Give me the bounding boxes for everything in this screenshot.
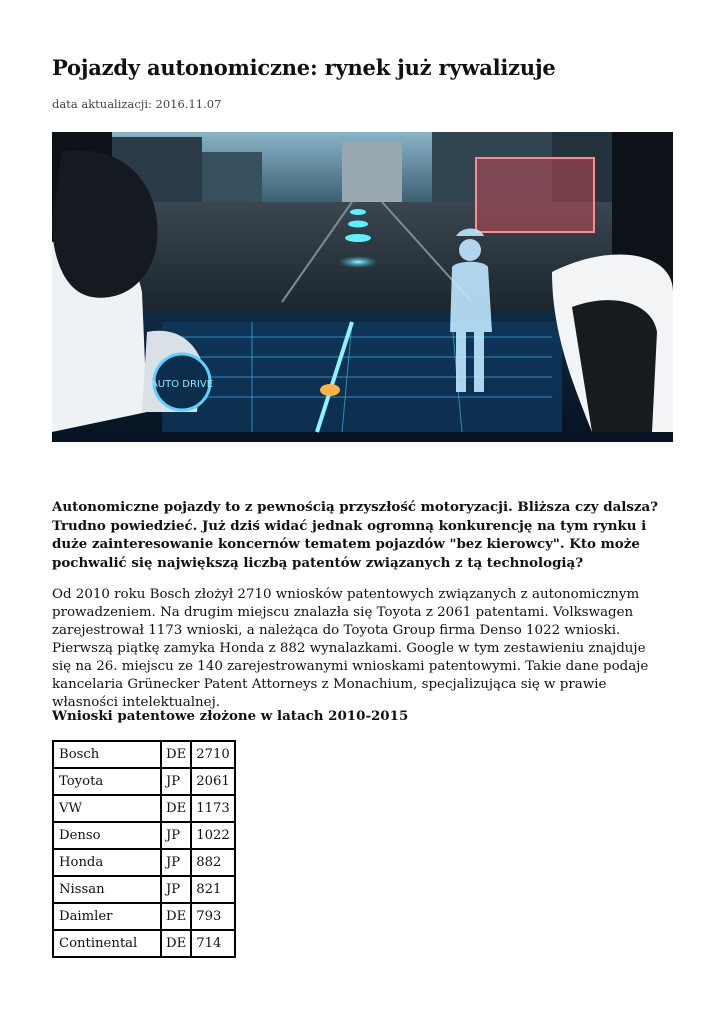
company-cell: Denso [53,822,161,849]
count-cell: 714 [191,930,235,957]
country-cell: DE [161,741,191,768]
table-row [53,849,235,876]
table-title: Wnioski patentowe złożone w latach 2010-2015 [52,708,409,724]
company-cell: Daimler [53,903,161,930]
company-cell: VW [53,795,161,822]
hero-image [52,132,673,442]
company-cell: Bosch [53,741,161,768]
country-cell: DE [161,795,191,822]
body-paragraph: Od 2010 roku Bosch złożył 2710 wniosków patentowych związanych z autonomicznym prowadzeniem. Na drugim miejscu znalazła się Toyota z 2061 patentami. Volkswagen zarejestrował 1173 wnioski, a należąca do Toyota Group firma Denso 1022 wnioski. Pierwszą piątkę zamyka Honda z 882 wynalazkami. Google w tym zestawieniu znajduje się na 26. miejscu ze 140 zarejestrowanymi wnioskami patentowymi. Takie dane podaje kancelaria Grünecker Patent Attorneys z Monachium, specjalizująca się w prawie własności intelektualnej. [52,587,649,710]
table-row [53,795,235,822]
lead-paragraph: Autonomiczne pojazdy to z pewnością przyszłość motoryzacji. Bliższa czy dalsza? Trudno powiedzieć. Już dziś widać jednak ogromną konkurencję na tym rynku i duże zainteresowanie koncernów tematem pojazdów "bez kierowcy". Kto może pochwalić się największą liczbą patentów związanych z tą technologią? [52,499,658,571]
country-cell: JP [161,876,191,903]
company-cell: Toyota [53,768,161,795]
auto-drive-label: AUTO DRIVE [150,379,214,390]
table-row [53,903,235,930]
table-row [53,930,235,957]
table-row [53,822,235,849]
count-cell: 2710 [191,741,235,768]
country-cell: DE [161,903,191,930]
country-cell: JP [161,849,191,876]
country-cell: DE [161,930,191,957]
page-title: Pojazdy autonomiczne: rynek już rywalizuje [52,55,556,80]
country-cell: JP [161,768,191,795]
patent-table [52,740,236,958]
count-cell: 2061 [191,768,235,795]
company-cell: Nissan [53,876,161,903]
count-cell: 821 [191,876,235,903]
company-cell: Continental [53,930,161,957]
table-row [53,876,235,903]
country-cell: JP [161,822,191,849]
count-cell: 1022 [191,822,235,849]
count-cell: 882 [191,849,235,876]
update-date: data aktualizacji: 2016.11.07 [52,97,222,111]
table-row [53,741,235,768]
autonomous-car-cockpit-illustration [52,132,673,442]
count-cell: 793 [191,903,235,930]
table-row [53,768,235,795]
company-cell: Honda [53,849,161,876]
count-cell: 1173 [191,795,235,822]
